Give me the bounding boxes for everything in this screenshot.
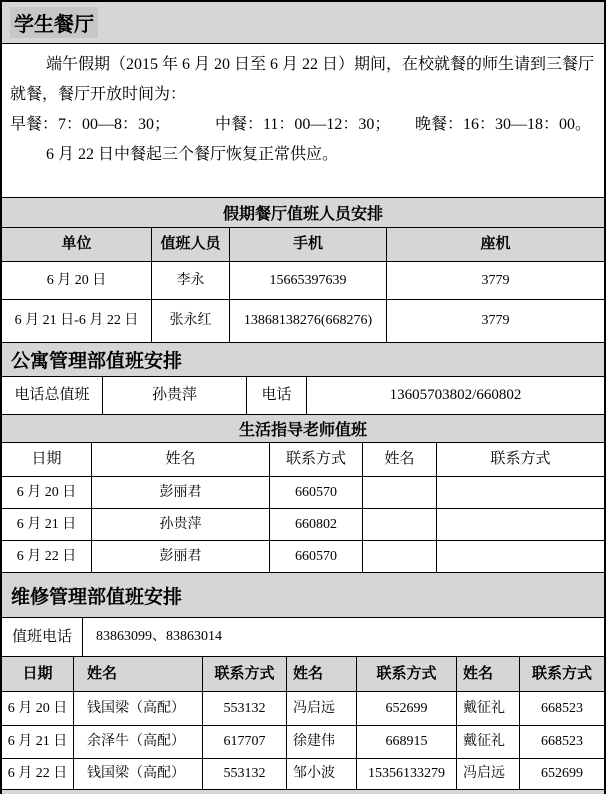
header-name: 姓名 [457, 657, 520, 691]
header-contact: 联系方式 [531, 665, 592, 682]
header-contact: 联系方式 [270, 443, 363, 476]
notice-line-4: 6 月 22 日中餐起三个餐厅恢复正常供应。 [46, 146, 339, 163]
table-cell [437, 477, 604, 508]
table-cell: 6 月 21 日-6 月 22 日 [2, 300, 152, 342]
canteen-duty-row [2, 262, 604, 300]
header-date: 日期 [2, 443, 92, 476]
canteen-duty-section-title: 假期餐厅值班人员安排 [2, 198, 604, 228]
table-cell: 6 月 20 日 [2, 262, 152, 299]
canteen-duty-header-row [2, 228, 604, 262]
table-cell: 徐建伟 [287, 726, 357, 758]
table-cell: 15356133279 [357, 759, 457, 789]
table-cell [363, 541, 437, 572]
phone-label: 电话 [247, 377, 307, 414]
table-cell: 13868138276(668276) [230, 300, 387, 342]
table-cell: 660802 [270, 509, 363, 540]
maintenance-row [2, 692, 604, 726]
table-cell: 6 月 21 日 [2, 509, 92, 540]
canteen-duty-row [2, 300, 604, 343]
table-cell: 6 月 22 日 [2, 541, 92, 572]
header-name: 姓名 [363, 443, 437, 476]
maintenance-header-row [2, 657, 604, 692]
student-canteen-title-bar [2, 2, 604, 44]
notice-line-2: 就餐，餐厅开放时间为： [10, 86, 187, 103]
notice-meal-times-line [10, 110, 596, 140]
header-duty-person: 值班人员 [152, 228, 230, 261]
next-section-partial-bar [2, 790, 604, 794]
duty-phone-label: 值班电话 [2, 618, 83, 656]
notice-line-1: 端午假期（2015 年 6 月 20 日至 6 月 22 日）期间，在校就餐的师生请到三餐厅 [46, 56, 595, 73]
table-cell [437, 541, 604, 572]
duty-phone-numbers: 83863099、83863014 [96, 629, 222, 645]
table-cell: 6 月 22 日 [2, 759, 74, 789]
table-cell [363, 509, 437, 540]
table-cell: 3779 [481, 272, 510, 288]
table-cell: 冯启远 [457, 759, 520, 789]
table-cell: 668523 [541, 700, 583, 716]
table-cell: 戴征礼 [457, 692, 520, 725]
life-teacher-row [2, 541, 604, 573]
phone-duty-label: 电话总值班 [2, 377, 103, 414]
header-unit: 单位 [2, 228, 152, 261]
table-cell: 660570 [270, 541, 363, 572]
table-cell: 彭丽君 [92, 477, 270, 508]
holiday-notice-paragraph [2, 44, 604, 198]
table-cell [363, 477, 437, 508]
life-teacher-section-title: 生活指导老师值班 [2, 415, 604, 443]
life-teacher-row [2, 509, 604, 541]
table-cell: 李永 [152, 262, 230, 299]
header-date: 日期 [2, 657, 74, 691]
apartment-phone-row [2, 377, 604, 415]
table-cell: 652699 [541, 766, 583, 782]
table-cell: 戴征礼 [457, 726, 520, 758]
table-cell: 660570 [270, 477, 363, 508]
header-contact: 联系方式 [357, 657, 457, 691]
lunch-hours: 中餐：11：00—12：30； [215, 116, 391, 133]
life-teacher-header-row [2, 443, 604, 477]
table-cell: 张永红 [152, 300, 230, 342]
dinner-hours: 晚餐：16：30—18：00。 [415, 116, 592, 133]
table-cell: 3779 [481, 313, 510, 329]
header-name: 姓名 [287, 657, 357, 691]
table-cell: 652699 [357, 692, 457, 725]
table-cell: 冯启远 [287, 692, 357, 725]
table-cell: 钱国梁（高配） [74, 759, 203, 789]
header-mobile: 手机 [230, 228, 387, 261]
table-cell: 553132 [203, 759, 287, 789]
apartment-section-title: 公寓管理部值班安排 [2, 343, 604, 377]
table-cell: 668915 [357, 726, 457, 758]
table-cell: 553132 [203, 692, 287, 725]
table-cell: 孙贵萍 [92, 509, 270, 540]
maintenance-row [2, 726, 604, 759]
life-teacher-row [2, 477, 604, 509]
maintenance-section-title: 维修管理部值班安排 [2, 573, 604, 618]
phone-duty-person: 孙贵萍 [103, 377, 247, 414]
phone-number: 13605703802/660802 [389, 387, 522, 404]
header-contact: 联系方式 [490, 451, 551, 468]
table-cell [437, 509, 604, 540]
table-cell: 15665397639 [230, 262, 387, 299]
table-cell: 钱国梁（高配） [74, 692, 203, 725]
table-cell: 6 月 20 日 [2, 477, 92, 508]
table-cell: 6 月 21 日 [2, 726, 74, 758]
table-cell: 邹小波 [287, 759, 357, 789]
table-cell: 6 月 20 日 [2, 692, 74, 725]
header-landline: 座机 [480, 236, 511, 253]
header-name: 姓名 [92, 443, 270, 476]
page-title: 学生餐厅 [10, 7, 98, 38]
table-cell: 彭丽君 [92, 541, 270, 572]
table-cell: 668523 [541, 734, 583, 750]
table-cell: 余泽牛（高配） [74, 726, 203, 758]
table-cell: 617707 [203, 726, 287, 758]
maintenance-row [2, 759, 604, 790]
header-name: 姓名 [74, 657, 203, 691]
maintenance-phone-row [2, 618, 604, 657]
header-contact: 联系方式 [203, 657, 287, 691]
breakfast-hours: 早餐：7：00—8：30； [10, 116, 171, 133]
